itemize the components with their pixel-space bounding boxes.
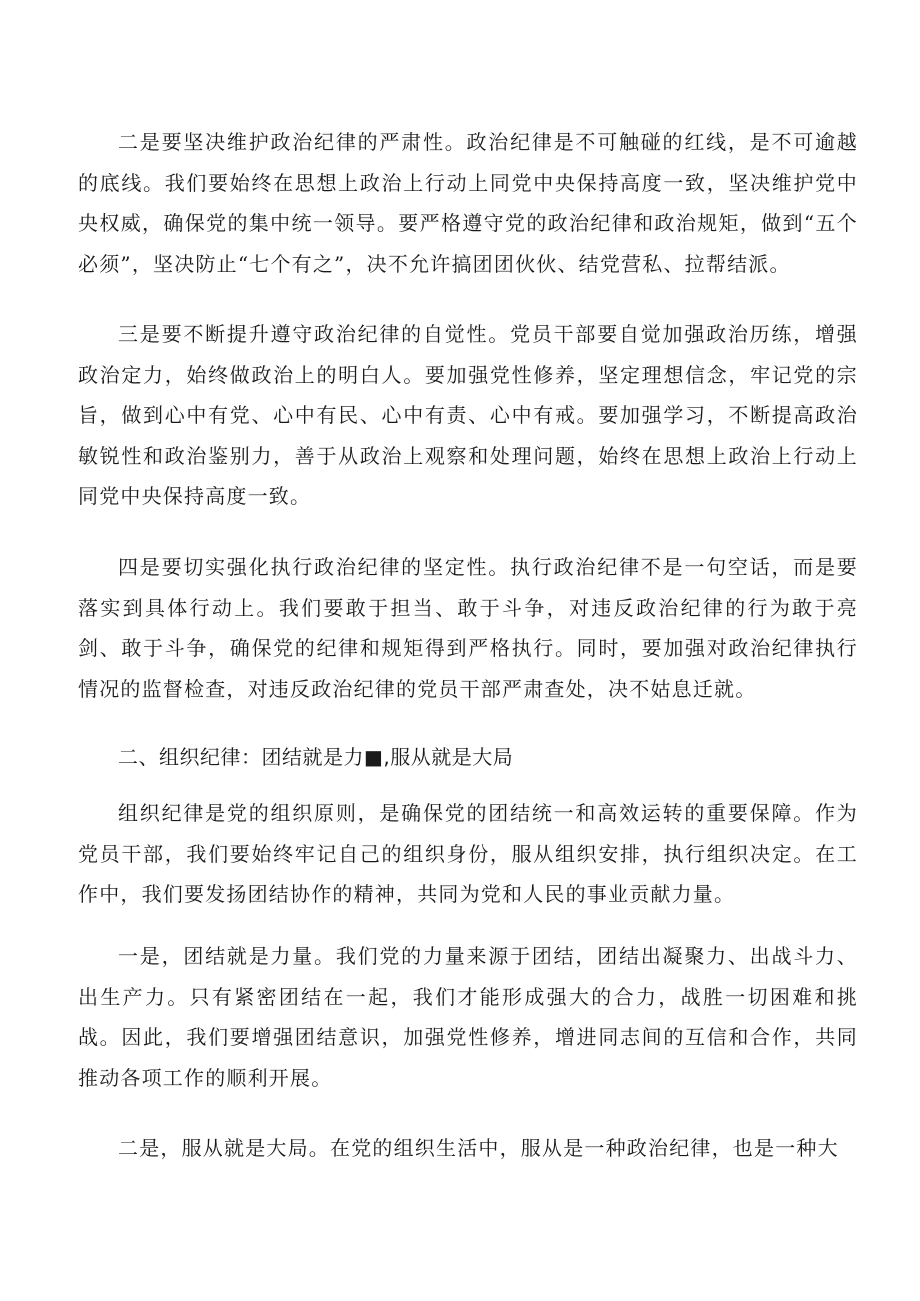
paragraph-political-discipline-seriousness: 二是要坚决维护政治纪律的严肃性。政治纪律是不可触碰的红线，是不可逾越的底线。我们要始终在思想上政治上行动上同党中央保持高度一致，坚决维护党中央权威，确保党的集中统一领导。要严格遵守党的政治纪律和政治规矩，做到“五个必须”，坚决防止“七个有之”，决不允许搞团团伙伙、结党营私、拉帮结派。	[78, 130, 858, 276]
section-heading-organizational-discipline: 二、组织纪律：团结就是力■,服从就是大局	[118, 745, 514, 769]
paragraph-unity-is-strength: 一是，团结就是力量。我们党的力量来源于团结，团结出凝聚力、出战斗力、出生产力。只有紧密团结在一起，我们才能形成强大的合力，战胜一切困难和挑战。因此，我们要增强团结意识，加强党性修养，增进同志间的互信和合作，共同推动各项工作的顺利开展。	[78, 944, 858, 1090]
paragraph-political-discipline-firmness: 四是要切实强化执行政治纪律的坚定性。执行政治纪律不是一句空话，而是要落实到具体行动上。我们要敢于担当、敢于斗争，对违反政治纪律的行为敢于亮剑、敢于斗争，确保党的纪律和规矩得到严格执行。同时，要加强对政治纪律执行情况的监督检查，对违反政治纪律的党员干部严肃查处，决不姑息迁就。	[78, 555, 858, 701]
paragraph-obedience-is-overall-situation: 二是，服从就是大局。在党的组织生活中，服从是一种政治纪律，也是一种大	[118, 1136, 839, 1160]
paragraph-organizational-discipline-intro: 组织纪律是党的组织原则，是确保党的团结统一和高效运转的重要保障。作为党员干部，我们要始终牢记自己的组织身份，服从组织安排，执行组织决定。在工作中，我们要发扬团结协作的精神，共同为党和人民的事业贡献力量。	[78, 801, 858, 906]
paragraph-political-discipline-consciousness: 三是要不断提升遵守政治纪律的自觉性。党员干部要自觉加强政治历练，增强政治定力，始终做政治上的明白人。要加强党性修养，坚定理想信念，牢记党的宗旨，做到心中有党、心中有民、心中有责、心中有戒。要加强学习，不断提高政治敏锐性和政治鉴别力，善于从政治上观察和处理问题，始终在思想上政治上行动上同党中央保持高度一致。	[78, 322, 858, 508]
